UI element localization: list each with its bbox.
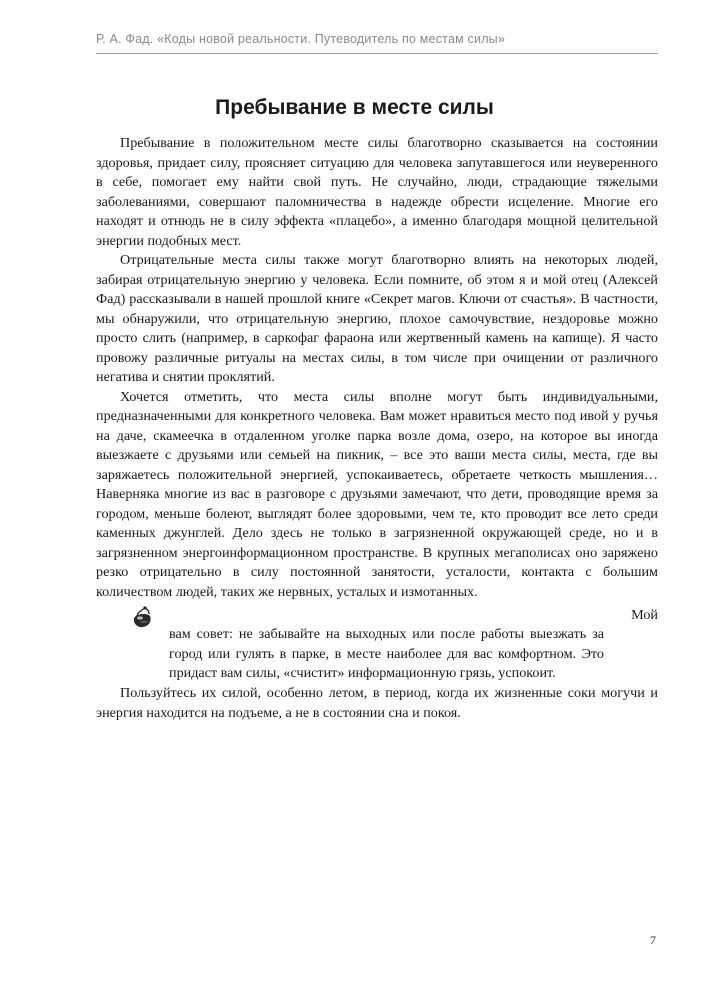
section-title: Пребывание в месте силы (215, 96, 494, 119)
closing-paragraph: Пользуйтесь их силой, особенно летом, в период, когда их жизненные соки могучи и энергия находится на подъеме, а не в состоянии сна и покоя. (96, 685, 658, 721)
paragraph-3: Хочется отметить, что места силы вполне могут быть индивидуальными, предназначенными для конкретного человека. Вам может нравиться место под ивой у ручья на даче, скамеечка в отдаленном уголке парка возле дома, озеро, на которое вы иногда выезжаете с друзьями или семьей на пикник, – все это ваши места силы, места, где вы заряжаетесь положительной энергией, успокаиваетесь, обретаете четкость мышления… Наверняка многие из вас в разговоре с друзьями замечают, что дети, проводящие время за городом, меньше болеют, выглядят более здоровыми, чем те, кто проводит все лето среди каменных джунглей. Дело здесь не только в загрязненной окружающей среде, но и в загрязненном энергоинформационном пространстве. В крупных мегаполисах оно заряжено резко отрицательно в силу постоянной занятости, усталости, контакта с большим количеством людей, таких же нервных, усталых и измотанных. (96, 388, 658, 600)
page-number: 7 (650, 933, 656, 947)
paragraph-2: Отрицательные места силы также могут благотворно влиять на некоторых людей, забирая отрицательную энергию у человека. Если помните, об этом я и мой отец (Алексей Фад) рассказывали в нашей прошлой книге «Секрет магов. Ключи от счастья». В частности, мы обнаружили, что отрицательную энергию, плохое самочувствие, нездоровье можно просто слить (например, в саркофаг фараона или жертвенный камень на капище). Я часто провожу различные ритуалы на местах силы, в том числе при очищении от различного негатива и снятии проклятий. (96, 252, 658, 385)
header-rule (96, 53, 658, 54)
advice-block (96, 602, 658, 680)
advice-lead: Мой (631, 607, 658, 623)
body-text (96, 134, 658, 723)
running-head: Р. А. Фад. «Коды новой реальности. Путеводитель по местам силы» (96, 32, 506, 46)
paragraph-1: Пребывание в положительном месте силы благотворно сказывается на состоянии здоровья, придает силу, проясняет ситуацию для человека запутавшегося или неуверенного в себе, помогает ему найти свой путь. Не случайно, люди, страдающие тяжелыми заболеваниями, совершают паломничества в надежде обрести исцеление. Многие его находят и отнюдь не в силу эффекта «плацебо», а именно благодаря мощной целительной энергии подобных мест. (96, 135, 658, 249)
advice-text: вам совет: не забывайте на выходных или после работы выезжать за город или гулять в парке, в месте наиболее для вас комфортном. Это придаст вам силы, «счистит» информационную грязь, успокоит. (169, 626, 604, 681)
amulet-icon (130, 605, 155, 629)
